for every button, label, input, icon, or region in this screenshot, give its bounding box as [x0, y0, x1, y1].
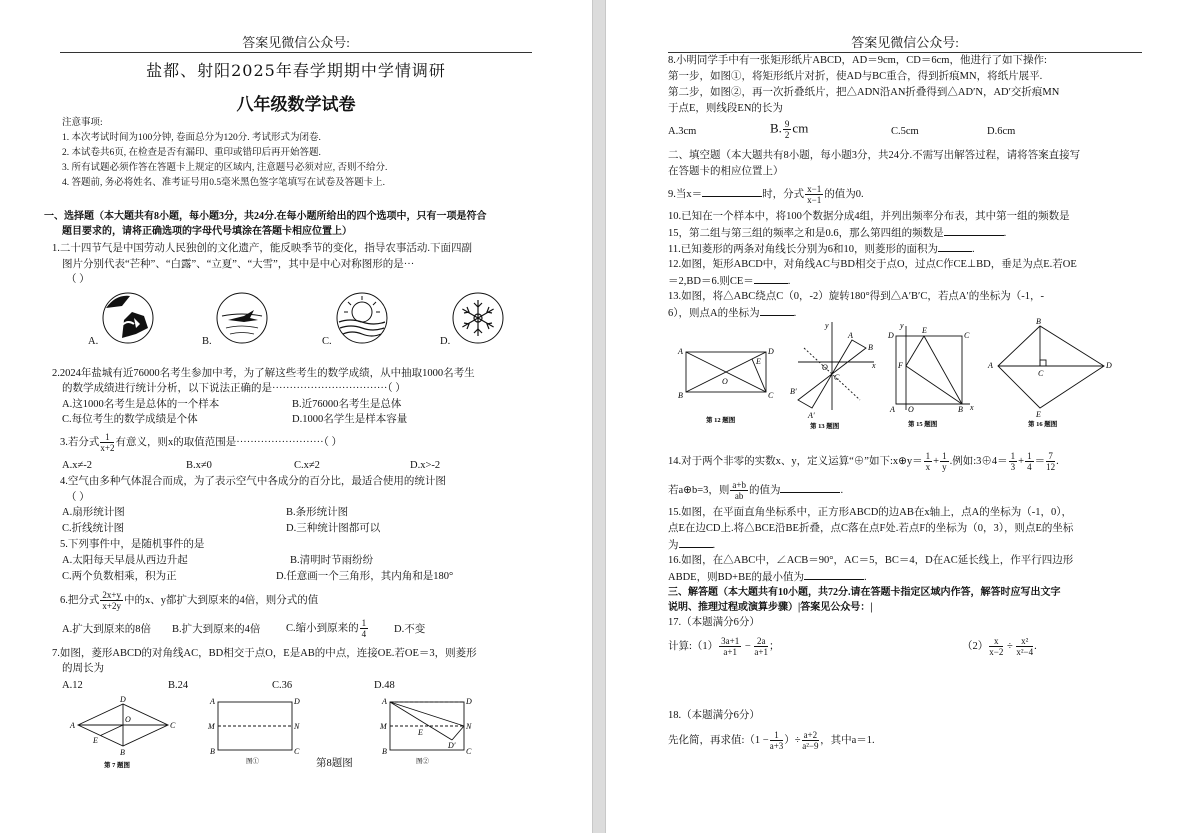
punct: ； — [769, 640, 780, 652]
q4-stem: 4.空气由多种气体混合而成，为了表示空气中各成分的百分比，最适合使用的统计图 — [60, 476, 446, 487]
q6-post: 中的x、y都扩大到原来的4倍，则分式的值 — [123, 594, 319, 606]
svg-text:O: O — [125, 715, 131, 724]
q12-stem: 12.如图，矩形ABCD中，对角线AC与BD相交于点O，过点C作CE⊥BD，垂足为点E.若OE — [668, 259, 1077, 270]
q3-pre: 3.若分式 — [60, 436, 100, 448]
svg-text:N: N — [294, 722, 300, 731]
svg-text:B: B — [1036, 317, 1041, 326]
numerator: 1 — [1010, 451, 1016, 461]
op: + — [933, 455, 940, 467]
page-gutter — [592, 0, 606, 833]
q14-example: .例如:3⊕4＝ — [949, 455, 1008, 467]
svg-text:A: A — [890, 405, 895, 414]
q16-text: ABDE，则BD+BE的最小值为 — [668, 572, 805, 583]
svg-text:E: E — [756, 357, 761, 366]
op: + — [1018, 455, 1025, 467]
q18-pre: 先化简，再求值:（1 − — [668, 734, 769, 746]
answer-blank[interactable] — [754, 273, 788, 284]
frac — [770, 730, 784, 751]
svg-text:y: y — [900, 321, 904, 330]
svg-text:D: D — [466, 697, 472, 706]
svg-text:D′: D′ — [448, 741, 456, 750]
denominator: x+2y — [102, 601, 121, 611]
section2-heading: 二、填空题（本大题共有8小题，每小题3分，共24分.不需写出解答过程，请将答案直接写 — [668, 150, 1081, 161]
q13-stem: 13.如图，将△ABC绕点C（0，-2）旋转180°得到△A′B′C，若点A′的坐标为（-1，- — [668, 291, 1044, 302]
q6-option-d: D.不变 — [394, 624, 426, 635]
note-item: 3. 所有试题必须作答在答题卡上规定的区域内, 注意题号必须对应, 否则不给分. — [62, 163, 388, 173]
q8-b-pre: B. — [770, 120, 782, 136]
section1-heading-cont: 题目要求的，请将正确选项的字母代号填涂在答题卡相应位置上） — [62, 226, 352, 237]
q2-option-b: B.近76000名考生是总体 — [292, 399, 402, 410]
q5-option-b: B.清明时节雨纷纷 — [290, 555, 374, 566]
svg-text:x: x — [970, 403, 974, 412]
q15-stem: 15.如图，在平面直角坐标系中，正方形ABCD的边AB在x轴上，点A的坐标为（-1，0）， — [668, 507, 1072, 518]
denominator: x+2 — [100, 443, 115, 453]
notes-heading: 注意事项: — [62, 118, 103, 128]
q18-heading: 18.（本题满分6分） — [668, 710, 760, 721]
svg-text:O: O — [722, 377, 728, 386]
q14-line2-pre: 若a⊕b=3，则 — [668, 484, 730, 496]
denominator: a+1 — [754, 647, 768, 657]
q2-stem: 的数学成绩进行统计分析，以下说法正确的是·································（ ） — [62, 383, 406, 394]
answer-blank[interactable] — [944, 225, 1004, 236]
svg-text:F: F — [898, 361, 903, 370]
q7-option-b: B.24 — [168, 680, 189, 691]
q8-b-fraction — [783, 119, 792, 140]
answer-blank[interactable] — [679, 537, 713, 548]
fig8-two-caption: 图② — [416, 758, 429, 765]
exam-title: 盐都、射阳2025年春学期期中学情调研 — [146, 61, 446, 80]
q10-stem: 15，第二组与第三组的频率之和是0.6，那么第四组的频数是 . — [668, 225, 1006, 241]
fig15-caption: 第 15 题图 — [908, 421, 938, 428]
numerator: 1 — [361, 618, 367, 628]
q4-option-d: D.三种统计图都可以 — [286, 523, 381, 534]
document-page-left — [0, 0, 592, 833]
q2-option-d: D.1000名学生是样本容量 — [292, 414, 408, 425]
svg-text:A: A — [988, 361, 993, 370]
solar-term-image-b — [214, 290, 274, 346]
svg-text:B: B — [958, 405, 963, 414]
numerator: 1 — [1027, 451, 1032, 461]
numerator: 2a — [754, 636, 768, 647]
svg-text:D: D — [294, 697, 300, 706]
note-item: 1. 本次考试时间为100分钟, 卷面总分为120分. 考试形式为闭卷. — [62, 133, 321, 143]
note-item: 2. 本试卷共6页, 在检查是否有漏印、重印或错印后再开始答题. — [62, 148, 321, 158]
q8-stem: 8.小明同学手中有一张矩形纸片ABCD，AD＝9cm，CD＝6cm，他进行了如下操作: — [668, 55, 1047, 66]
q6-fraction — [100, 590, 123, 611]
q10-text: 15，第二组与第三组的频率之和是0.6，那么第四组的频数是 — [668, 228, 944, 239]
svg-text:C: C — [964, 331, 970, 340]
frac — [989, 636, 1003, 657]
q18-stem — [668, 730, 875, 751]
solar-term-image-d — [450, 290, 510, 346]
answer-blank[interactable] — [780, 482, 840, 493]
answer-blank[interactable] — [760, 305, 794, 316]
svg-text:D: D — [768, 347, 774, 356]
q5-stem: 5.下列事件中，是随机事件的是 — [60, 539, 205, 550]
q1-option-d: D. — [440, 336, 451, 347]
q4-option-c: C.折线统计图 — [62, 523, 125, 534]
svg-text:A: A — [70, 721, 75, 730]
figure-q8-one — [206, 694, 306, 766]
q8-option-a: A.3cm — [668, 126, 697, 137]
denominator: 3 — [1010, 462, 1016, 472]
svg-text:C: C — [1038, 369, 1044, 378]
q17-part2-label: （2） — [962, 640, 989, 652]
q2-option-c: C.每位考生的数学成绩是个体 — [62, 414, 198, 425]
q1-answer-paren: （ ） — [66, 274, 90, 285]
section3-heading: 三、解答题（本大题共有10小题，共72分.请在答题卡指定区域内作答，解答时应写出文字 — [668, 587, 1061, 598]
numerator: a+b — [732, 480, 746, 490]
figure-q16 — [984, 318, 1114, 430]
denominator: x−1 — [807, 195, 822, 205]
answer-blank[interactable] — [938, 241, 972, 252]
q17-part1 — [668, 636, 780, 657]
denominator: x−2 — [989, 647, 1004, 657]
denominator: 4 — [1027, 462, 1032, 472]
q4-option-b: B.条形统计图 — [286, 507, 349, 518]
q3-fraction — [100, 432, 114, 453]
q14-line2-post: 的值为 — [748, 484, 781, 496]
q17-part2 — [962, 636, 1037, 657]
svg-text:A′: A′ — [808, 411, 815, 420]
q3-post: 有意义，则x的取值范围是·························（ ） — [115, 436, 342, 448]
q1-option-c: C. — [322, 336, 332, 347]
q6-option-b: B.扩大到原来的4倍 — [172, 624, 261, 635]
q5-option-d: D.任意画一个三角形，其内角和是180° — [276, 571, 454, 582]
q6-option-c — [286, 618, 369, 639]
svg-text:C: C — [466, 747, 472, 756]
svg-text:O: O — [908, 405, 914, 414]
q6-stem — [60, 590, 318, 611]
section1-heading: 一、选择题（本大题共有8小题，每小题3分，共24分.在每小题所给出的四个选项中，只有一项是符合 — [44, 211, 487, 222]
svg-text:E: E — [93, 736, 98, 745]
numerator: 9 — [784, 119, 790, 129]
q6-option-a: A.扩大到原来的8倍 — [62, 624, 151, 635]
q13-text: 6），则点A的坐标为 — [668, 308, 760, 319]
q8-option-c: C.5cm — [891, 126, 919, 137]
denominator: x — [925, 462, 931, 472]
frac — [719, 636, 741, 657]
page-header: 答案见微信公众号: — [60, 32, 532, 53]
op: ÷ — [1006, 640, 1013, 652]
solar-term-image-c — [334, 290, 394, 346]
svg-text:A: A — [210, 697, 215, 706]
q13-stem: 6），则点A的坐标为 . — [668, 305, 796, 321]
svg-text:A: A — [848, 331, 853, 340]
q2-option-a: A.这1000名考生是总体的一个样本 — [62, 399, 220, 410]
q3-option-c: C.x≠2 — [294, 460, 320, 471]
numerator: 1 — [925, 451, 931, 461]
numerator: 2x+y — [102, 590, 121, 600]
q11-text: 11.已知菱形的两条对角线长分别为6和10，则菱形的面积为 — [668, 244, 938, 255]
fig16-caption: 第 16 题图 — [1028, 421, 1058, 428]
q5-option-a: A.太阳每天早晨从西边升起 — [62, 555, 188, 566]
q9-stem — [668, 184, 864, 205]
q3-option-a: A.x≠-2 — [62, 460, 92, 471]
svg-text:M: M — [208, 722, 215, 731]
figure-q12 — [676, 340, 780, 430]
q16-stem: ABDE，则BD+BE的最小值为 . — [668, 569, 867, 585]
solar-term-image-a — [100, 290, 160, 346]
q8-stem: 第一步，如图①，将矩形纸片对折，使AD与BC重合，得到折痕MN，将纸片展平. — [668, 71, 1043, 82]
svg-text:C: C — [834, 373, 840, 382]
numerator: x−1 — [807, 184, 822, 194]
q6-pre: 6.把分式 — [60, 594, 100, 606]
svg-text:C: C — [294, 747, 300, 756]
svg-text:D: D — [1106, 361, 1112, 370]
svg-text:B: B — [382, 747, 387, 756]
q14-stem: 若a⊕b=3，则 $\frac{a+b}{ab}$ 的值为 . — [668, 480, 844, 501]
q14-stem: 14.对于两个非零的实数x、y，定义运算“⊕”如下:x⊕y＝ $\frac{1}{x}$ + $\frac{1}{y}$ .例如:3⊕4＝ $\frac{1}{3}$ + $\frac{1}{4}$ ＝ $\frac{7}{12}$ . — [668, 451, 1059, 472]
svg-text:x: x — [872, 361, 876, 370]
q7-stem: 的周长为 — [62, 663, 104, 674]
q3-option-b: B.x≠0 — [186, 460, 212, 471]
fig7-caption: 第 7 题图 — [104, 762, 130, 769]
svg-text:B: B — [210, 747, 215, 756]
q9-post: 的值为0. — [824, 188, 864, 200]
page-header: 答案见微信公众号: — [668, 32, 1142, 53]
svg-text:E: E — [418, 728, 423, 737]
q8-option-b — [770, 119, 808, 140]
fig8-caption: 第8题图 — [316, 758, 353, 769]
frac — [1046, 451, 1055, 472]
svg-text:D: D — [120, 695, 126, 704]
op: ）÷ — [784, 734, 801, 746]
numerator: 3a+1 — [721, 636, 740, 646]
q1-option-a: A. — [88, 336, 99, 347]
svg-text:A: A — [382, 697, 387, 706]
q10-stem: 10.已知在一个样本中，将100个数据分成4组，并列出频率分布表，其中第一组的频数是 — [668, 211, 1070, 222]
q5-option-c: C.两个负数相乘，积为正 — [62, 571, 177, 582]
q17-calc-label: 计算:（1） — [668, 640, 719, 652]
q3-option-d: D.x>-2 — [410, 460, 441, 471]
q6-c-fraction — [360, 618, 369, 639]
q8-stem: 第二步，如图②，再一次折叠纸片，把△ADN沿AN折叠得到△AD′N，AD′交折痕MN — [668, 87, 1060, 98]
frac — [754, 636, 768, 657]
denominator: ab — [734, 491, 744, 501]
denominator: y — [942, 462, 947, 472]
q9-fraction — [805, 184, 823, 205]
q12-stem: ＝2,BD＝6.则CE＝ . — [668, 273, 790, 289]
svg-text:O: O — [822, 363, 828, 372]
svg-text:A: A — [678, 347, 683, 356]
section2-heading-cont: 在答题卡的相应位置上） — [668, 166, 784, 177]
denominator: 2 — [784, 130, 790, 140]
q9-pre: 9.当x＝ — [668, 188, 703, 200]
figure-q13 — [788, 318, 878, 430]
svg-text:B: B — [678, 391, 683, 400]
q8-b-post: cm — [792, 120, 809, 136]
q16-stem: 16.如图，在△ABC中，∠ACB＝90°，AC＝5，BC＝4，D在AC延长线上，作平行四边形 — [668, 555, 1074, 566]
numerator: 7 — [1046, 451, 1055, 462]
q4-answer-paren: （ ） — [66, 492, 90, 503]
q1-option-b: B. — [202, 336, 212, 347]
q8-option-d: D.6cm — [987, 126, 1016, 137]
denominator: x²−4 — [1016, 647, 1034, 657]
q7-option-c: C.36 — [272, 680, 293, 691]
exam-subtitle: 八年级数学试卷 — [236, 95, 356, 115]
svg-text:E: E — [922, 326, 927, 335]
figure-q8-two — [378, 694, 478, 766]
q7-option-d: D.48 — [374, 680, 395, 691]
numerator: 1 — [770, 730, 784, 741]
numerator: x — [989, 636, 1003, 647]
op: ＝ — [1034, 455, 1046, 467]
q7-stem: 7.如图，菱形ABCD的对角线AC，BD相交于点O，E是AB的中点，连接OE.若OE＝3，则菱形 — [52, 648, 477, 659]
q18-post: ，其中a＝1. — [820, 734, 875, 746]
svg-text:M: M — [380, 722, 387, 731]
q15-text: 为 — [668, 540, 679, 551]
svg-text:B: B — [868, 343, 873, 352]
q6-c-pre: C.缩小到原来的 — [286, 622, 359, 634]
numerator: a+2 — [803, 730, 818, 740]
op: − — [744, 640, 751, 652]
q9-mid: 时，分式 — [762, 188, 805, 200]
q1-stem: 1.二十四节气是中国劳动人民独创的文化遗产，能反映季节的变化，指导农事活动.下面四副 — [52, 243, 472, 254]
denominator: a²−9 — [802, 741, 819, 751]
numerator: x² — [1016, 636, 1033, 647]
answer-blank[interactable] — [702, 186, 762, 197]
q12-text: ＝2,BD＝6.则CE＝ — [668, 276, 754, 287]
svg-text:C: C — [170, 721, 176, 730]
document-page-right — [606, 0, 1202, 833]
frac — [730, 480, 748, 501]
numerator: 1 — [100, 432, 114, 443]
numerator: 1 — [942, 451, 947, 461]
svg-text:B: B — [120, 748, 125, 757]
q11-stem: 11.已知菱形的两条对角线长分别为6和10，则菱形的面积为 . — [668, 241, 975, 257]
q1-stem: 图片分别代表“芒种”、“白露”、“立夏”、“大雪”，其中是中心对称图形的是··· — [62, 259, 415, 270]
note-item: 4. 答题前, 务必将姓名、准考证号用0.5毫米黑色签字笔填写在试卷及答题卡上. — [62, 178, 386, 188]
q15-stem: 为 . — [668, 537, 715, 553]
q3-stem — [60, 432, 342, 453]
svg-text:D: D — [888, 331, 894, 340]
punct: . — [1034, 640, 1037, 652]
fig8-one-caption: 图① — [246, 758, 259, 765]
fig13-caption: 第 13 题图 — [810, 423, 840, 430]
denominator: a+1 — [723, 647, 737, 657]
q2-stem: 2.2024年盐城有近76000名考生参加中考，为了解这些考生的数学成绩，从中抽取1000名考生 — [52, 368, 475, 379]
denominator: 4 — [361, 629, 367, 639]
q7-option-a: A.12 — [62, 680, 83, 691]
denominator: 12 — [1046, 462, 1056, 472]
figure-q15 — [886, 318, 976, 430]
q15-stem: 点E在边CD上.将△BCE沿BE折叠，点C落在点F处.若点F的坐标为（0，3），则点E的坐标 — [668, 523, 1074, 534]
frac — [1009, 451, 1018, 472]
svg-text:N: N — [466, 722, 472, 731]
frac — [940, 451, 949, 472]
figure-q7-rhombus — [68, 694, 188, 774]
section3-heading-cont: 说明、推理过程或演算步骤）|答案见公众号：| — [668, 602, 873, 613]
q8-stem: 于点E，则线段EN的长为 — [668, 103, 783, 114]
svg-text:C: C — [768, 391, 774, 400]
q14-pre: 14.对于两个非零的实数x、y，定义运算“⊕”如下:x⊕y＝ — [668, 455, 923, 467]
answer-blank[interactable] — [804, 569, 864, 580]
fig12-caption: 第 12 题图 — [706, 417, 736, 424]
frac — [924, 451, 933, 472]
q17-heading: 17.（本题满分6分） — [668, 617, 760, 628]
svg-text:E: E — [1036, 410, 1041, 419]
frac — [1025, 451, 1034, 472]
q4-option-a: A.扇形统计图 — [62, 507, 125, 518]
frac — [1016, 636, 1033, 657]
frac — [802, 730, 820, 751]
svg-text:y: y — [825, 321, 829, 330]
denominator: a+3 — [769, 741, 784, 751]
svg-text:B′: B′ — [790, 387, 797, 396]
